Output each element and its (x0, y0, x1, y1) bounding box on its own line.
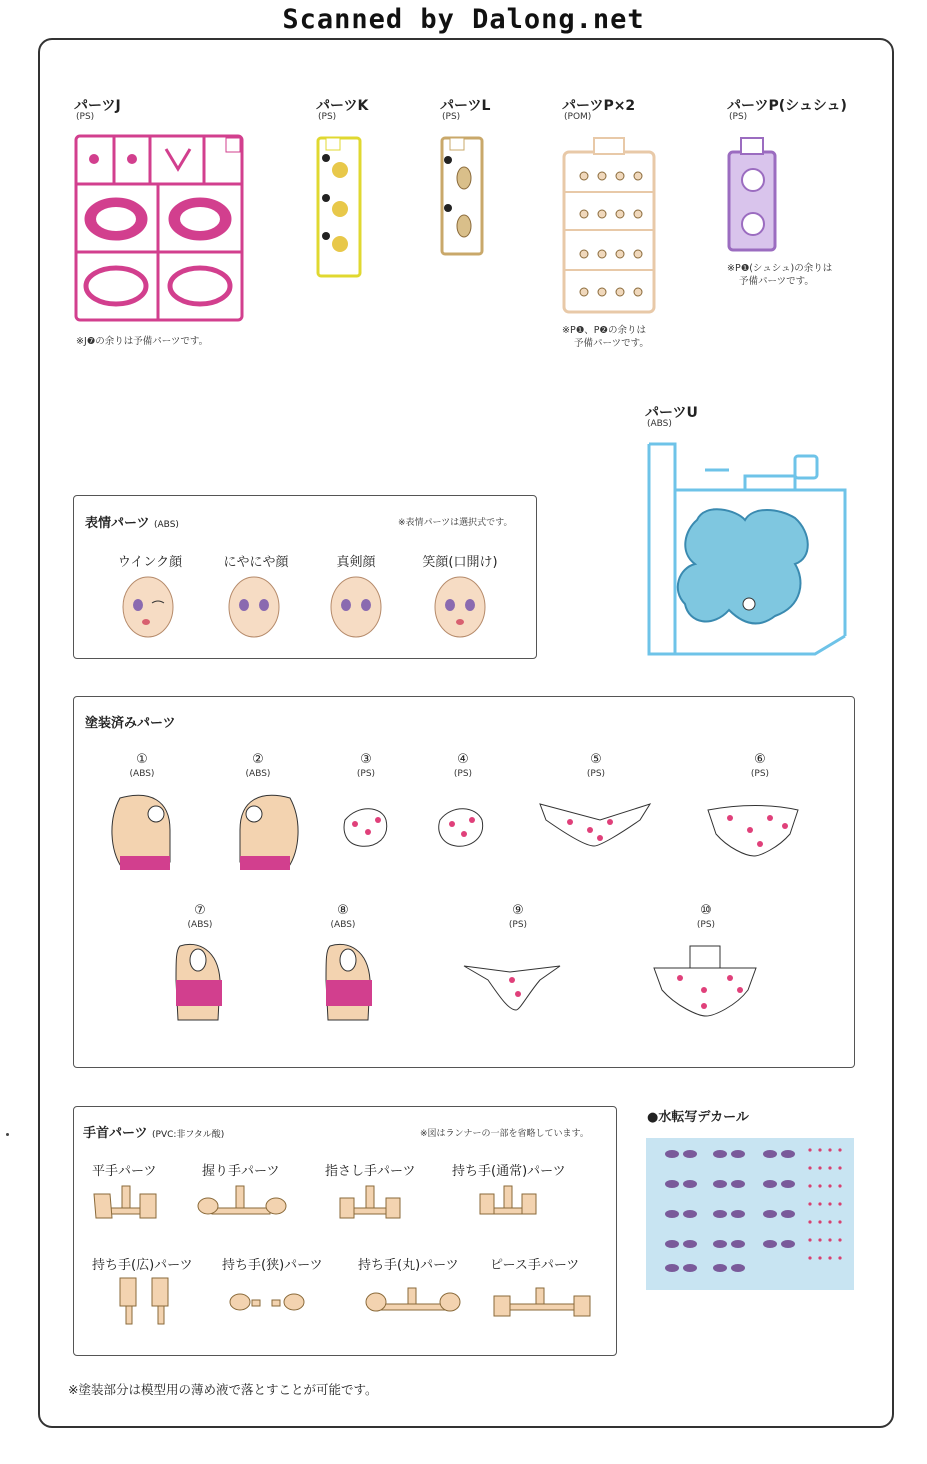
hand-label-8: ピース手パーツ (490, 1258, 580, 1273)
decal-sheet (646, 1138, 854, 1290)
runner-p2-diagram (562, 134, 658, 316)
painted-mat-4: (PS) (453, 769, 473, 779)
hand-label-2: 握り手パーツ (202, 1164, 280, 1179)
runner-pc-diagram (727, 134, 779, 254)
runner-j-diagram (74, 134, 246, 324)
runner-j-material: (PS) (76, 112, 95, 122)
footer-note: ※塗装部分は模型用の薄め液で落とすことが可能です。 (68, 1382, 378, 1397)
expression-box-note: ※表情パーツは選択式です。 (398, 518, 513, 528)
hand-label-3: 指さし手パーツ (325, 1164, 416, 1179)
hand-label-4: 持ち手(通常)パーツ (452, 1164, 566, 1179)
face-images (120, 575, 500, 641)
runner-j-title: パーツJ (74, 98, 121, 114)
painted-num-4: ④ (457, 752, 469, 767)
painted-mat-1: (ABS) (129, 769, 155, 779)
painted-num-8: ⑧ (337, 903, 349, 918)
painted-num-10: ⑩ (700, 903, 712, 918)
expression-box-title (85, 512, 179, 531)
hand-label-7: 持ち手(丸)パーツ (358, 1258, 459, 1273)
painted-num-1: ① (136, 752, 148, 767)
painted-row2-illustrations (100, 940, 800, 1040)
runner-l-title: パーツL (440, 98, 491, 114)
runner-l-material: (PS) (442, 112, 461, 122)
painted-mat-8: (ABS) (330, 920, 356, 930)
decal-title: ●水転写デカール (647, 1110, 749, 1125)
hand-label-6: 持ち手(狭)パーツ (222, 1258, 323, 1273)
runner-pc-material: (PS) (729, 112, 748, 122)
painted-num-6: ⑥ (754, 752, 766, 767)
runner-pc-note-line1: ※P❶(シュシュ)の余りは (727, 263, 833, 274)
expression-material: (ABS) (154, 520, 179, 530)
runner-u-title: パーツU (645, 405, 698, 421)
face-label-3: 真剣顔 (336, 555, 376, 570)
runner-l-diagram (440, 134, 486, 258)
painted-num-3: ③ (360, 752, 372, 767)
painted-box-title: 塗装済みパーツ (85, 716, 176, 731)
runner-p2-material: (POM) (564, 112, 592, 122)
runner-p2-note-line1: ※P❶、P❷の余りは (562, 325, 646, 336)
hand-illustrations (90, 1182, 600, 1332)
hand-box-title (83, 1122, 224, 1141)
painted-mat-7: (ABS) (187, 920, 213, 930)
painted-num-9: ⑨ (512, 903, 524, 918)
runner-p2-note-line2: 予備パーツです。 (574, 338, 649, 349)
runner-u-diagram (645, 440, 845, 660)
hand-label-5: 持ち手(広)パーツ (92, 1258, 193, 1273)
runner-pc-title: パーツP(シュシュ) (727, 98, 847, 114)
runner-j-note: ※J❼の余りは予備パーツです。 (76, 336, 209, 347)
runner-p2-title: パーツP×2 (562, 98, 636, 114)
runner-k-title: パーツK (316, 98, 369, 114)
painted-mat-2: (ABS) (245, 769, 271, 779)
painted-mat-5: (PS) (586, 769, 606, 779)
scan-speck (6, 1133, 9, 1136)
painted-mat-6: (PS) (750, 769, 770, 779)
painted-mat-9: (PS) (508, 920, 528, 930)
hand-title-text: 手首パーツ (83, 1126, 148, 1141)
runner-k-diagram (316, 134, 364, 280)
face-label-1: ウインク顔 (117, 555, 183, 570)
hand-label-1: 平手パーツ (92, 1164, 157, 1179)
runner-pc-note-line2: 予備パーツです。 (739, 276, 814, 287)
painted-num-5: ⑤ (590, 752, 602, 767)
face-label-2: にやにや顔 (223, 555, 289, 570)
runner-u-material: (ABS) (647, 419, 672, 429)
scan-credit: Scanned by Dalong.net (282, 4, 645, 35)
painted-mat-3: (PS) (356, 769, 376, 779)
painted-num-2: ② (252, 752, 264, 767)
hand-box-note: ※図はランナーの一部を省略しています。 (420, 1129, 589, 1139)
painted-mat-10: (PS) (696, 920, 716, 930)
face-label-4: 笑顔(口開け) (422, 555, 498, 570)
painted-row1-illustrations (100, 790, 800, 880)
painted-num-7: ⑦ (194, 903, 206, 918)
runner-k-material: (PS) (318, 112, 337, 122)
expression-title-text: 表情パーツ (85, 516, 150, 531)
hand-material: (PVC:非フタル酸) (152, 1130, 225, 1140)
